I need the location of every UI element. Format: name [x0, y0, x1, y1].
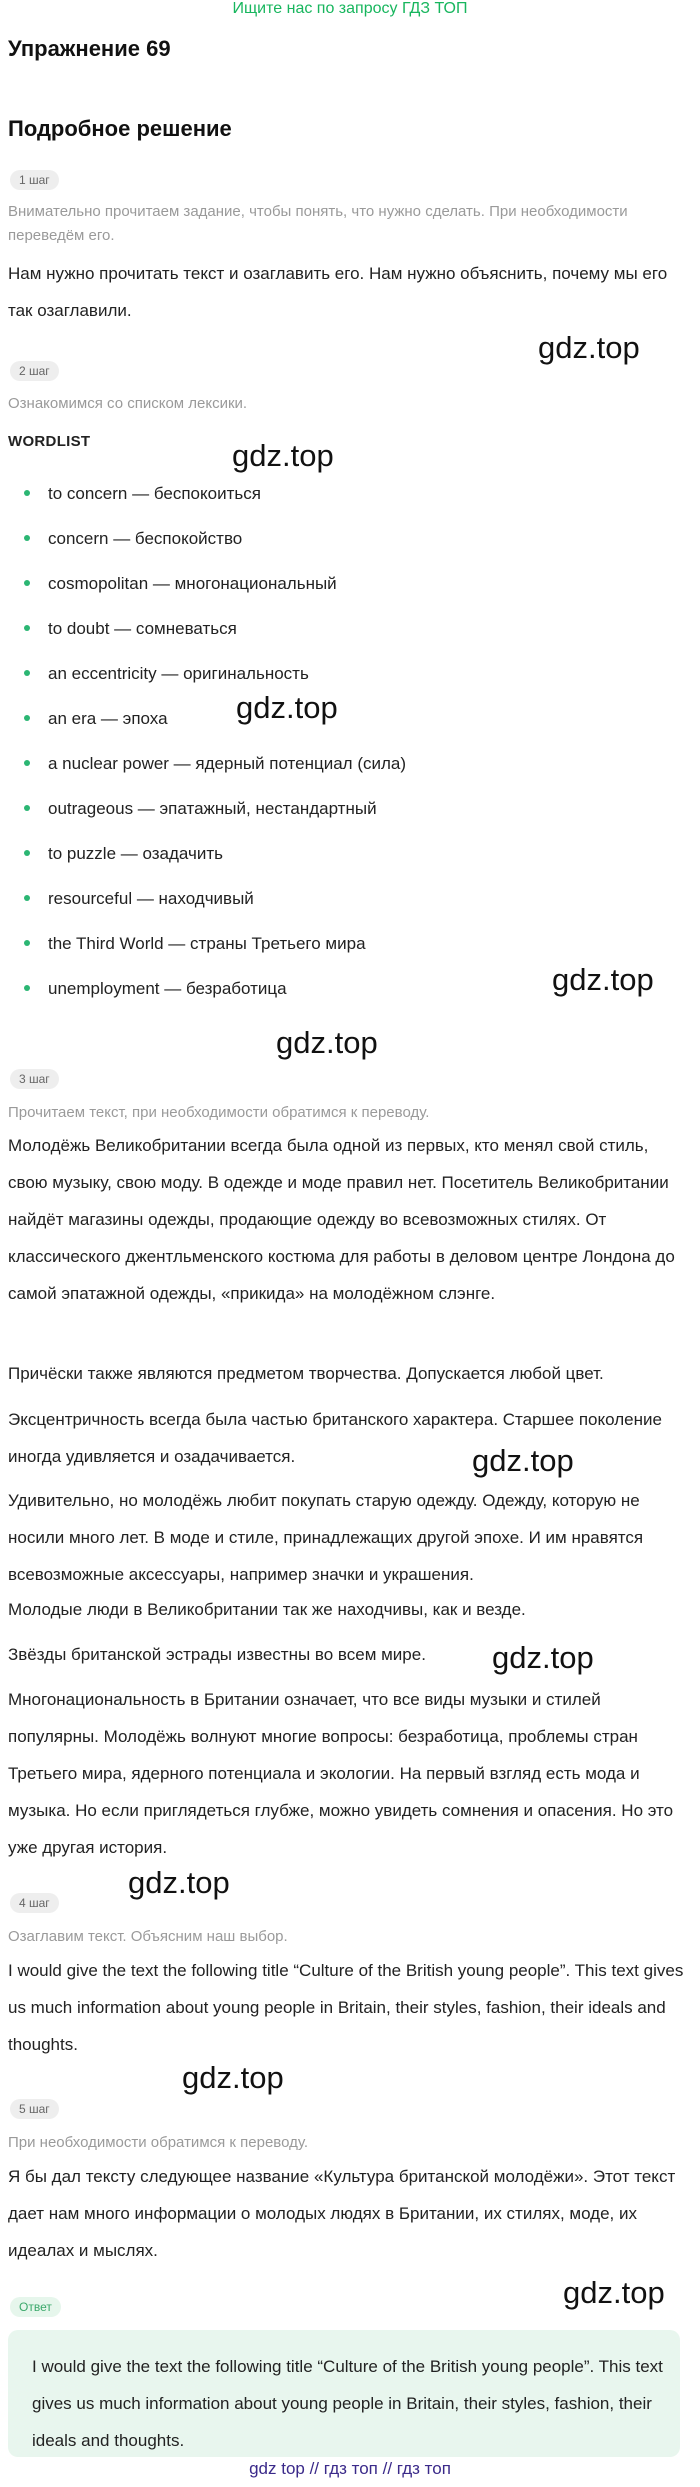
step-badge-1: 1 шаг: [10, 170, 59, 190]
bullet-icon: [24, 760, 30, 766]
watermark: gdz.top: [552, 962, 654, 997]
step-3-paragraph: Эксцентричность всегда была частью британского характера. Старшее поколение иногда удивляется и озадачивается.: [8, 1410, 662, 1466]
step-3-paragraph: Звёзды британской эстрады известны во всем мире.: [8, 1645, 426, 1664]
step-5-note: При необходимости обратимся к переводу.: [8, 2134, 309, 2151]
step-3-note: Прочитаем текст, при необходимости обратимся к переводу.: [8, 1104, 430, 1121]
step-4-text: I would give the text the following title “Culture of the British young people”. This text gives us much information about young people in Britain, their styles, fashion, their ideals and thoughts.: [8, 1961, 684, 2054]
list-item: outrageous — эпатажный, нестандартный: [24, 799, 377, 819]
step-3-paragraph: Причёски также являются предметом творчества. Допускается любой цвет.: [8, 1364, 604, 1383]
bullet-icon: [24, 490, 30, 496]
step-4-note: Озаглавим текст. Объясним наш выбор.: [8, 1928, 288, 1945]
step-5-text: Я бы дал тексту следующее название «Культура британской молодёжи». Этот текст дает нам много информации о молодых людях в Британии, их стилях, моде, их идеалах и мыслях.: [8, 2167, 676, 2260]
bullet-icon: [24, 670, 30, 676]
list-item: to doubt — сомневаться: [24, 619, 237, 639]
watermark: gdz.top: [563, 2275, 665, 2310]
step-2-note: Ознакомимся со списком лексики.: [8, 395, 248, 412]
list-item: to puzzle — озадачить: [24, 844, 223, 864]
bullet-icon: [24, 805, 30, 811]
answer-badge: Ответ: [10, 2297, 61, 2317]
watermark: gdz.top: [236, 690, 338, 725]
bullet-icon: [24, 985, 30, 991]
step-1-text: Нам нужно прочитать текст и озаглавить его. Нам нужно объяснить, почему мы его так озаглавили.: [8, 264, 668, 320]
watermark: gdz.top: [472, 1443, 574, 1478]
page-title: Упражнение 69: [8, 36, 171, 61]
bullet-icon: [24, 535, 30, 541]
list-item: an eccentricity — оригинальность: [24, 664, 309, 684]
list-item: concern — беспокойство: [24, 529, 242, 549]
bullet-icon: [24, 715, 30, 721]
top-banner[interactable]: Ищите нас по запросу ГДЗ ТОП: [232, 0, 468, 17]
watermark: gdz.top: [182, 2060, 284, 2095]
list-item: a nuclear power — ядерный потенциал (сила): [24, 754, 406, 774]
step-badge-4: 4 шаг: [10, 1893, 59, 1913]
step-badge-5: 5 шаг: [10, 2099, 59, 2119]
step-badge-2: 2 шаг: [10, 361, 59, 381]
step-3-paragraph: Многонациональность в Британии означает, что все виды музыки и стилей популярны. Молодёжь волнуют многие вопросы: безработица, проблемы стран Третьего мира, ядерного потенциала и экологии. На первый взгляд есть мода и музыка. Но если приглядеться глубже, можно увидеть сомнения и опасения. Но это уже другая история.: [8, 1690, 674, 1857]
list-item: the Third World — страны Третьего мира: [24, 934, 366, 954]
footer-links[interactable]: gdz top // гдз топ // гдз топ: [249, 2459, 451, 2478]
step-3-paragraph: Молодёжь Великобритании всегда была одной из первых, кто менял свой стиль, свою музыку, свою моду. В одежде и моде правил нет. Посетитель Великобритании найдёт магазины одежды, продающие одежду во всевозможных стилях. От классического джентльменского костюма для работы в деловом центре Лондона до самой эпатажной одежды, «прикида» на молодёжном слэнге.: [8, 1136, 675, 1303]
step-3-paragraph: Удивительно, но молодёжь любит покупать старую одежду. Одежду, которую не носили много лет. В моде и стиле, принадлежащих другой эпохе. И им нравятся всевозможные аксессуары, например значки и украшения.: [8, 1491, 644, 1584]
watermark: gdz.top: [232, 438, 334, 473]
wordlist-title: WORDLIST: [8, 433, 91, 450]
step-1-note: Внимательно прочитаем задание, чтобы понять, что нужно сделать. При необходимости переведём его.: [8, 203, 628, 244]
watermark: gdz.top: [538, 330, 640, 365]
step-3-paragraph: Молодые люди в Великобритании так же находчивы, как и везде.: [8, 1600, 526, 1619]
list-item: to concern — беспокоиться: [24, 484, 261, 504]
list-item: an era — эпоха: [24, 709, 168, 729]
list-item: cosmopolitan — многонациональный: [24, 574, 337, 594]
section-title: Подробное решение: [8, 116, 232, 141]
list-item: resourceful — находчивый: [24, 889, 254, 909]
bullet-icon: [24, 625, 30, 631]
watermark: gdz.top: [492, 1640, 594, 1675]
list-item: unemployment — безработица: [24, 979, 287, 999]
bullet-icon: [24, 850, 30, 856]
bullet-icon: [24, 940, 30, 946]
watermark: gdz.top: [276, 1025, 378, 1060]
answer-text: I would give the text the following title “Culture of the British young people”. This text gives us much information about young people in Britain, their styles, fashion, their ideals and thoughts.: [32, 2357, 663, 2450]
watermark: gdz.top: [128, 1865, 230, 1900]
bullet-icon: [24, 580, 30, 586]
bullet-icon: [24, 895, 30, 901]
step-badge-3: 3 шаг: [10, 1069, 59, 1089]
